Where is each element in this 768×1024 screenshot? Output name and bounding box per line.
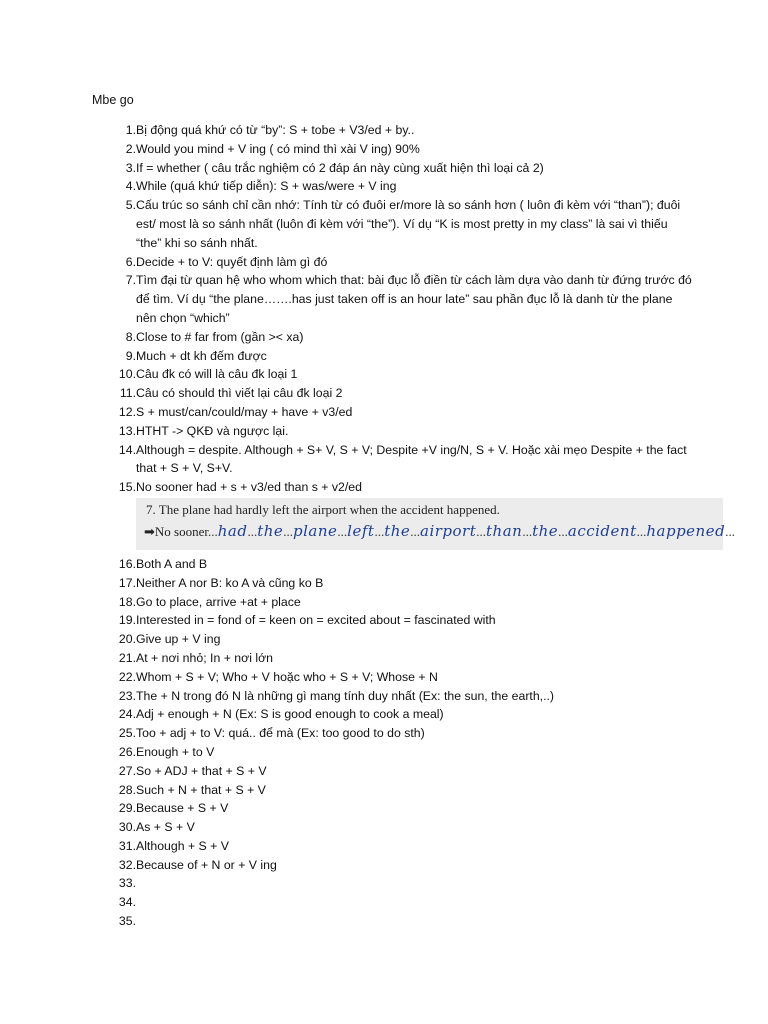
list-item-number-text: 29.: [118, 801, 136, 816]
handwritten-word: the: [384, 521, 411, 540]
list-item-number: [92, 649, 136, 668]
handwritten-word: airport: [420, 521, 477, 540]
dotted-blank: ...: [522, 523, 533, 539]
list-item-number-text: 30.: [118, 820, 136, 835]
list-item-number-text: 6.: [125, 254, 136, 269]
list-item: [92, 668, 692, 687]
list-item-text: Decide + to V: quyết định làm gì đó: [136, 254, 328, 269]
list-item: [92, 574, 692, 593]
list-item: [92, 177, 692, 196]
list-item: [92, 441, 692, 479]
list-item-number-text: 19.: [118, 613, 136, 628]
list-item-number: [92, 743, 136, 762]
handwritten-word: happened: [646, 521, 726, 540]
list-item-number-text: 23.: [118, 688, 136, 703]
list-item-number: [92, 574, 136, 593]
list-item: [92, 649, 692, 668]
list-item-number-text: 4.: [125, 179, 136, 194]
list-item-number: [92, 422, 136, 441]
list-item-number-text: 31.: [118, 838, 136, 853]
list-item: [92, 630, 692, 649]
dotted-blank: ...: [558, 523, 568, 539]
list-item-number: [92, 441, 136, 479]
list-item-number: [92, 365, 136, 384]
list-item: [92, 781, 692, 800]
list-item-number-text: 11.: [119, 386, 136, 401]
list-item-text: Cấu trúc so sánh chỉ cần nhớ: Tính từ có đuôi er/more là so sánh hơn ( luôn đi kèm với “than”); đuôi est/ most là so sánh nhất (luôn đi kèm với “the”). Ví dụ “K is most pretty in my class” là sai vì thiếu “the” khi so sánh nhất.: [136, 198, 681, 250]
numbered-list: [92, 121, 735, 931]
list-item-number-text: 3.: [125, 160, 136, 175]
list-item-text: Whom + S + V; Who + V hoặc who + S + V; Whose + N: [136, 669, 438, 684]
handwritten-word: the: [257, 521, 284, 540]
dotted-blank: ...: [207, 523, 218, 539]
list-item: [92, 818, 692, 837]
list-item: [92, 893, 692, 912]
list-item: [92, 121, 692, 140]
list-item-text: Give up + V ing: [136, 632, 221, 647]
list-item-number: [92, 271, 136, 327]
list-item-number: [92, 159, 136, 178]
list-item-text: [136, 874, 692, 893]
list-item-number-text: 8.: [125, 329, 136, 344]
list-item: [92, 705, 692, 724]
list-item-text: Bị động quá khứ có từ “by”: S + tobe + V3/ed + by..: [136, 123, 415, 137]
list-item-number-text: 5.: [125, 198, 136, 213]
list-item-text: Too + adj + to V: quá.. để mà (Ex: too good to do sth): [136, 726, 425, 741]
list-item: [92, 271, 692, 327]
exercise-answer-line: [144, 522, 735, 540]
list-item: [92, 328, 692, 347]
list-item-text: [136, 893, 692, 912]
list-item-number-text: 35.: [118, 914, 136, 929]
list-item-number-text: 15.: [118, 480, 136, 495]
list-item-text: Adj + enough + N (Ex: S is good enough to cook a meal): [136, 707, 444, 722]
list-item-number: [92, 724, 136, 743]
list-item: [92, 593, 692, 612]
list-item-number: [92, 668, 136, 687]
list-item-number: [92, 705, 136, 724]
handwritten-word: plane: [293, 521, 338, 540]
list-item-number: [92, 762, 136, 781]
list-item-text: Although + S + V: [136, 838, 229, 853]
list-item-text: Would you mind + V ing ( có mind thì xài V ing) 90%: [136, 141, 420, 156]
list-item: [92, 365, 692, 384]
handwritten-word: left: [347, 521, 375, 540]
list-item-number: [92, 893, 136, 912]
list-item-number-text: 20.: [118, 632, 136, 647]
list-item-text: Câu đk có will là câu đk loại 1: [136, 367, 298, 382]
list-item-number: [92, 177, 136, 196]
handwritten-word: accident: [567, 521, 637, 540]
dotted-blank: ...: [374, 523, 385, 539]
list-item-number: [92, 555, 136, 574]
list-item-number: [92, 121, 136, 140]
list-item-number-text: 26.: [118, 744, 136, 759]
list-item-number: [92, 328, 136, 347]
list-item-number: [92, 611, 136, 630]
list-item-number: [92, 196, 136, 252]
list-item-text: As + S + V: [136, 820, 195, 835]
list-item-number: [92, 593, 136, 612]
list-item-number: [92, 799, 136, 818]
list-item: [92, 384, 692, 403]
list-item-number-text: 10.: [118, 367, 136, 382]
list-item: [92, 611, 692, 630]
list-item-number: [92, 818, 136, 837]
list-item-text: Interested in = fond of = keen on = excited about = fascinated with: [136, 613, 496, 628]
list-item-number: [92, 384, 136, 403]
list-item-number-text: 1.: [125, 123, 136, 137]
list-item-text: Such + N + that + S + V: [136, 782, 266, 797]
list-item-number: [92, 630, 136, 649]
list-item-number: [92, 856, 136, 875]
list-item-number: [92, 347, 136, 366]
list-item-number: [92, 874, 136, 893]
list-item: [92, 837, 692, 856]
dotted-blank: ...: [636, 523, 647, 539]
exercise-prompt: ➡No sooner: [144, 523, 208, 539]
list-item-number: [92, 403, 136, 422]
list-item: [92, 743, 692, 762]
list-item-text: Enough + to V: [136, 744, 215, 759]
list-item-number: [92, 687, 136, 706]
dotted-blank: ...: [476, 523, 487, 539]
handwritten-word: than: [486, 521, 523, 540]
exercise-printed-sentence: 7. The plane had hardly left the airport when the accident happened.: [146, 501, 500, 517]
list-item-number-text: 24.: [118, 707, 136, 722]
exercise-photo: [136, 498, 735, 550]
list-item: [92, 159, 692, 178]
list-item-text: S + must/can/could/may + have + v3/ed: [136, 404, 353, 419]
list-item: [92, 856, 692, 875]
list-item-text: Close to # far from (gần >< xa): [136, 329, 304, 344]
list-item-number: [92, 837, 136, 856]
list-item-text: Although = despite. Although + S+ V, S + V; Despite +V ing/N, S + V. Hoặc xài mẹo Despite + the fact that + S + V, S+V.: [136, 442, 687, 476]
list-item: [92, 478, 692, 497]
list-item-number-text: 22.: [118, 669, 136, 684]
list-item: [92, 874, 692, 893]
list-item-number-text: 33.: [118, 876, 136, 891]
list-item-number-text: 21.: [118, 650, 136, 665]
list-item-text: If = whether ( câu trắc nghiệm có 2 đáp án này cùng xuất hiện thì loại cả 2): [136, 160, 544, 175]
list-item-text: Neither A nor B: ko A và cũng ko B: [136, 575, 324, 590]
list-item-text: HTHT -> QKĐ và ngược lại.: [136, 423, 289, 438]
dotted-blank: ...: [725, 523, 735, 539]
list-item-number-text: 9.: [125, 348, 136, 363]
list-item-number: [92, 253, 136, 272]
list-item-number-text: 27.: [118, 763, 136, 778]
list-item-text: Because + S + V: [136, 801, 229, 816]
list-item: [92, 687, 692, 706]
list-item-number-text: 18.: [118, 594, 136, 609]
list-item: [92, 196, 692, 252]
list-item: [92, 140, 692, 159]
list-item-text: At + nơi nhỏ; In + nơi lớn: [136, 650, 273, 665]
list-item-number-text: 25.: [118, 726, 136, 741]
list-item-number: [92, 781, 136, 800]
document-title: Mbe go: [92, 93, 134, 107]
list-item-number: [92, 478, 136, 497]
list-item-text: Tìm đại từ quan hệ who whom which that: bài đục lỗ điền từ cách làm dựa vào danh từ đứng trước đó để tìm. Ví dụ “the plane…….has just taken off is an hour late” sau phần đục lỗ là danh từ the plane nên chọn “which”: [136, 273, 692, 325]
list-item-number-text: 16.: [118, 556, 136, 571]
list-item: [92, 555, 692, 574]
list-item-text: So + ADJ + that + S + V: [136, 763, 267, 778]
dotted-blank: ...: [247, 523, 258, 539]
list-item-number-text: 7.: [125, 273, 136, 288]
list-item-number-text: 28.: [118, 782, 136, 797]
list-item-text: The + N trong đó N là những gì mang tính duy nhất (Ex: the sun, the earth,..): [136, 688, 555, 703]
list-item: [92, 912, 692, 931]
handwritten-word: the: [532, 521, 559, 540]
list-item-text: Much + dt kh đếm được: [136, 348, 267, 363]
list-item-text: No sooner had + s + v3/ed than s + v2/ed: [136, 480, 362, 495]
list-item-text: Go to place, arrive +at + place: [136, 594, 301, 609]
list-item-number: [92, 140, 136, 159]
list-item-number: [92, 912, 136, 931]
list-item: [92, 799, 692, 818]
list-item-text: Câu có should thì viết lại câu đk loại 2: [136, 386, 343, 401]
list-item-number-text: 12.: [118, 404, 136, 419]
dotted-blank: ...: [283, 523, 294, 539]
list-item-text: Both A and B: [136, 556, 208, 571]
dotted-blank: ...: [410, 523, 421, 539]
dotted-blank: ...: [337, 523, 348, 539]
list-item: [92, 347, 692, 366]
list-item: [92, 422, 692, 441]
list-item-number-text: 14.: [118, 442, 136, 457]
list-item: [92, 762, 692, 781]
list-item: [92, 724, 692, 743]
handwritten-word: had: [217, 521, 248, 540]
list-item-text: [136, 912, 692, 931]
list-item-number-text: 34.: [118, 895, 136, 910]
list-item-number-text: 17.: [118, 575, 136, 590]
list-item-text: Because of + N or + V ing: [136, 857, 277, 872]
list-item-text: While (quá khứ tiếp diễn): S + was/were + V ing: [136, 179, 397, 194]
list-item-number-text: 2.: [125, 141, 136, 156]
list-item: [92, 253, 692, 272]
list-item: [92, 403, 692, 422]
list-item-number-text: 32.: [118, 857, 136, 872]
list-item-number-text: 13.: [118, 423, 136, 438]
